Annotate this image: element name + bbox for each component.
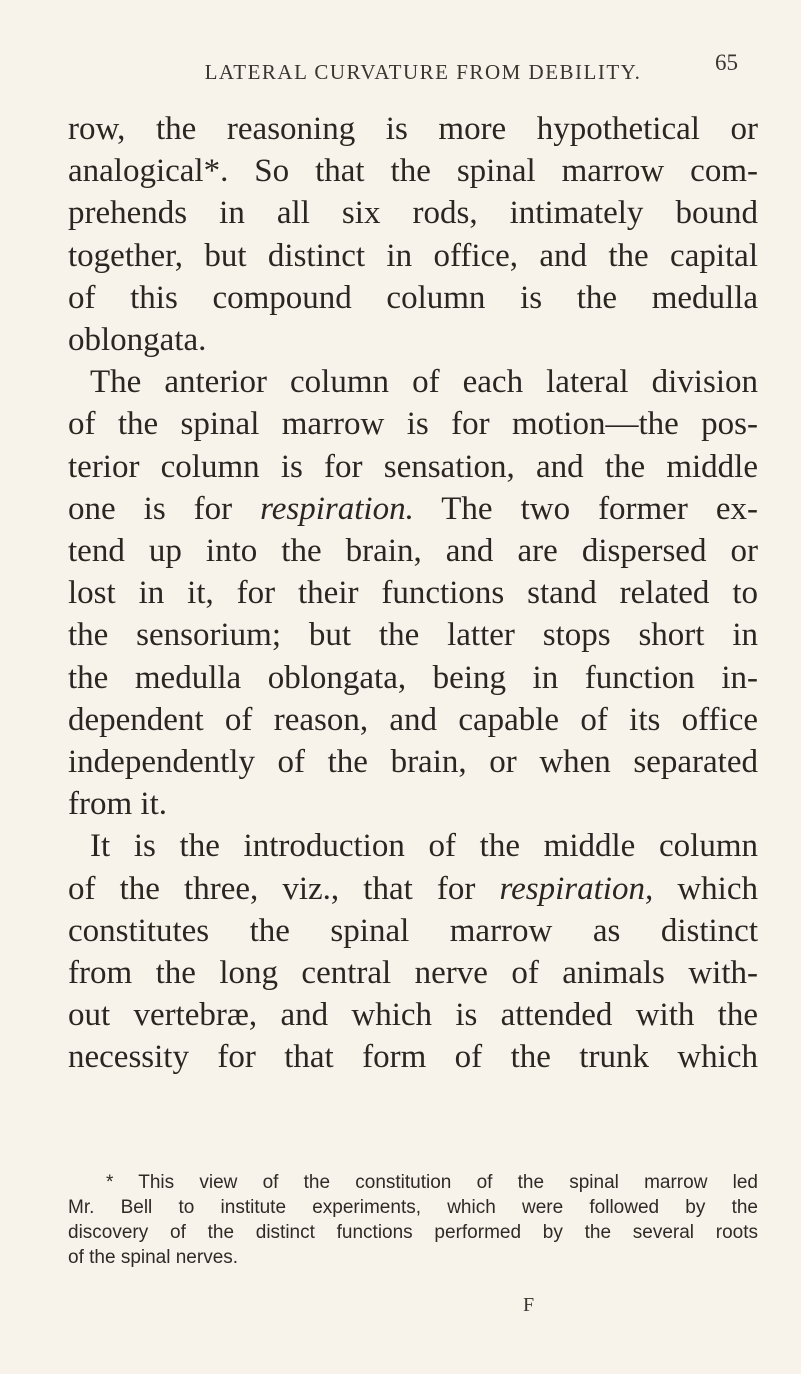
footnote	[68, 1170, 758, 1270]
page-number: 65	[715, 50, 738, 75]
text-fragment: one is for	[68, 490, 261, 527]
text-line: the medulla oblongata, being in function in-	[68, 659, 758, 696]
text-line: dependent of reason, and capable of its office	[68, 701, 758, 738]
text-line: from the long central nerve of animals with-	[68, 955, 758, 992]
text-line: of this compound column is the medulla	[68, 279, 758, 316]
footnote-line: * This view of the constitution of the spinal marrow led	[106, 1172, 758, 1193]
text-line: of the spinal marrow is for motion—the pos-	[68, 406, 758, 443]
text-line: oblongata.	[68, 322, 207, 359]
footnote-line: Mr. Bell to institute experiments, which were followed by the	[68, 1197, 758, 1218]
body-text	[68, 108, 758, 1079]
text-line: The anterior column of each lateral division	[90, 364, 758, 401]
text-line: independently of the brain, or when separated	[68, 744, 758, 781]
text-line: constitutes the spinal marrow as distinct	[68, 912, 758, 949]
text-line: lost in it, for their functions stand related to	[68, 575, 758, 612]
italic-word: respiration,	[499, 870, 654, 907]
running-head: LATERAL CURVATURE FROM DEBILITY.	[204, 60, 642, 84]
text-fragment: of the three, viz., that for	[68, 870, 500, 907]
text-line: row, the reasoning is more hypothetical or	[68, 111, 758, 147]
text-line: terior column is for sensation, and the middle	[68, 448, 758, 485]
text-line	[68, 488, 758, 530]
text-line: analogical*. So that the spinal marrow com-	[68, 153, 758, 190]
text-line	[68, 868, 758, 910]
text-fragment: The two former ex-	[413, 490, 758, 527]
text-line: from it.	[68, 786, 167, 823]
text-line: necessity for that form of the trunk which	[68, 1039, 758, 1076]
text-fragment: which	[653, 870, 758, 907]
text-line: tend up into the brain, and are dispersed or	[68, 533, 758, 570]
text-line: out vertebræ, and which is attended with the	[68, 997, 758, 1034]
footnote-line: discovery of the distinct functions performed by the several roots	[68, 1222, 758, 1243]
text-line: together, but distinct in office, and the capital	[68, 237, 758, 274]
footnote-line: of the spinal nerves.	[68, 1247, 239, 1268]
text-line: the sensorium; but the latter stops short in	[68, 617, 758, 654]
text-line: prehends in all six rods, intimately bound	[68, 195, 758, 232]
text-line: It is the introduction of the middle column	[90, 828, 758, 865]
signature-mark: F	[523, 1294, 535, 1316]
italic-word: respiration.	[260, 490, 414, 527]
